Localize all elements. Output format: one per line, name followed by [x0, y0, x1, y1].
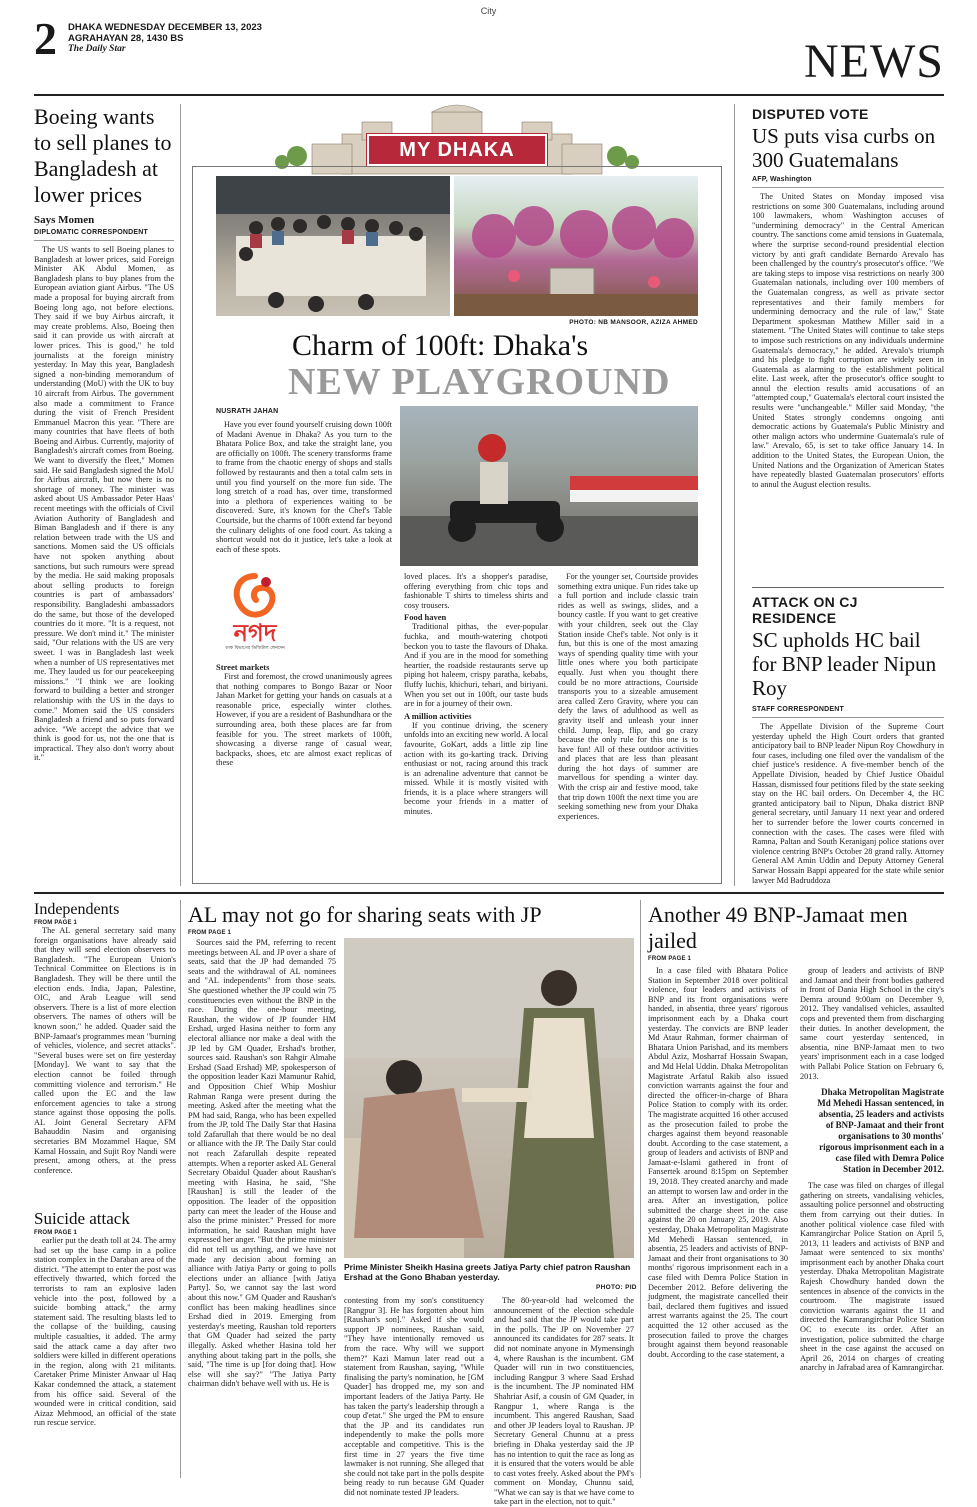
sponsor-wordmark: নগদ — [233, 619, 277, 647]
independents-headline: Independents — [34, 901, 120, 918]
bnp-pullquote: Dhaka Metropolitan Magistrate Md Mehedi Hassan sentenced, in absentia, 25 leaders and activists of BNP-Jamaat and their front organisations to 30 months' rigorous imprisonment each in a case filed with Demra Police Station in December 2012. — [817, 1087, 944, 1175]
photo-flower-garden-art — [454, 176, 698, 316]
photo-dining-group-art — [216, 176, 450, 316]
sc-article — [752, 594, 944, 926]
boeing-subhead: Says Momen — [34, 214, 95, 226]
visa-body: The United States on Monday imposed visa restrictions on some 300 Guatemalans, including around 100 lawmakers, whom Washington accuses of "undermining democracy" in the Central American country. The sanctions come amid tensions in Guatemala, where the surprise second-round presidential election victory by anti graft candidate Bernardo Arevalo has been challenged by the country's prosecutor's office. "We are taking steps to impose visa restrictions on nearly 300 Guatemalan nationals, including over 100 members of the Guatemalan congress, as well as private sector representatives and their family members for undermining democracy and the rule of law," State Department spokesman Matthew Miller said in a statement. "The United States will continue to take steps to impose such restrictions on any individuals undermine Guatemala's democracy," he added. Arevalo's triumph and his pledge to fight corruption are widely seen in Guatemala as alarming to the establishment political elite. Last week, after the prosecutor's office sought to annul the election results amid accusations of an "attempted coup," Guatemala's electoral court insisted the results were "unchangeable." Miller said Monday, "the United States strongly condemns ongoing anti democratic actions by Guatemala's Public Ministry and other malign actors who undermine Guatemala's rule of law." Arevalo, 65, is set to take office January 14. In addition to the United States, the European Union, the United Nations and the Organization of American States have repeatedly blasted Guatemalan prosecutors' efforts to annul the August election results. — [752, 192, 944, 489]
sc-headline: SC upholds HC bail for BNP leader Nipun Roy — [752, 628, 937, 700]
photo-gokart — [400, 406, 698, 566]
mydhaka-feature — [192, 104, 722, 884]
photo-hasina-raushan — [344, 938, 634, 1258]
mydhaka-sub-street-markets: Street markets — [216, 662, 270, 672]
mydhaka-col2 — [404, 572, 548, 874]
jp-col2: contesting from my son's constituency [Rangpur 3]. He has forgotten about him [Raushan's son]." Asked if she would support JP nominees, Raushan said, "They have intentionally removed us from the race. Why will we support them?" Kazi Mamun later read out a statement from Raushan, saying, "While finalising the party's nomination, he [GM Quader] has dropped me, my son and important leaders of the Jatiya Party. He has taken the party's leadership through a coup d'etat." She urged the PM to ensure that the JP and its candidates run independently to make the polls more acceptable and competitive. This is the first time in 27 years the five time lawmaker is not running. She alleged that she could not take part in the polls despite being ready to run because GM Quader did not nominate tested JP leaders. — [344, 1296, 484, 1497]
suicide-from: FROM PAGE 1 — [34, 1230, 78, 1236]
bnp-col2 — [800, 966, 944, 1478]
sc-byline: STAFF CORRESPONDENT — [752, 706, 844, 713]
dateline-bangla: AGRAHAYAN 28, 1430 BS — [68, 33, 184, 44]
photo-hasina-raushan-art — [344, 938, 634, 1258]
paper-name: The Daily Star — [68, 44, 126, 54]
mydhaka-sub-activities: A million activities — [404, 710, 472, 721]
photo-flower-garden — [454, 176, 698, 316]
photo-gokart-art — [400, 406, 698, 566]
independents-article — [34, 900, 176, 1222]
sc-body: The Appellate Division of the Supreme Court yesterday upheld the High Court orders that granted anticipatory bail to BNP leader Nipun Roy Chowdhury in four cases, including one filed over the vandalism of the chief justice's residence. A five-member bench of the Appellate Division, headed by Chief Justice Obaidul Hassan, dismissed four petitions filed by the state seeking stay on the HC bail orders. On December 4, the HC granted anticipatory bail to Nipun, Dhaka district BNP general secretary, until January 11 next year and ordered her to surrender before the lower courts concerned in connection with the cases. The cases were filed with Ramna, Paltan and South Keraniganj police stations over violence centring BNP's October 28 grand rally. Attorney General AM Amin Uddin and Deputy Attorney General Sarwar Hossain Bappi appeared for the state while senior lawyer Md Badruddoza — [752, 722, 944, 885]
boeing-body: The US wants to sell Boeing planes to Bangladesh at lower prices, said Foreign Minister AK Abdul Momen, as Bangladesh plans to buy planes from the European aviation giant Airbus. "The US made a proposal for buying aircraft from Boeing long ago, not before elections. They said if we buy Airbus aircraft, it may create problems. Also, Boeing then said it can provide us with aircraft at lower prices. This is good," he told journalists at the foreign ministry yesterday. In May this year, Bangladesh signed a non-binding memorandum of understanding (MoU) with the UK to buy 10 aircraft from Airbus. The government also made a commitment to France during the visit of French President Emmanuel Macron this year. "There are many countries that have fleets of both Boeing and Airbus. Currently, majority of Bangladesh's aircraft comes from Boeing. We want to diversify the fleet," Momen said. He said Bangladesh signed the MoU for Airbus aircraft, but now there is no shortage of money. The minister was asked about US Ambassador Peter Haas' recent meetings with the officials of Civil Aviation Authority of Bangladesh and Biman Bangladesh and if there is any relation between trade with the US and sanctions. Momen said the US officials have not spoken anything about sanctions, but such rumours were spread by the media. He said making proposals about selling products to foreign countries is part of ambassadors' responsibility. Bangladeshi ambassadors do the same, but those of the developed countries do it more. "It is a request, not pressure. We don't mind it." The minister said, "Our relations with the US are very sweet. I was in Bangladesh last week when a number of US representatives met me. They lauded us for our peacekeeping missions." "I think we are looking forward to building a better and stronger relationship with the US in the days to come." Momen said the US considers Bangladesh a friend and so puts forward advice. "We accept the advice that we think is good for us, not the one that is impractical. They also don't worry about it." — [34, 245, 174, 763]
visa-kicker: DISPUTED VOTE — [752, 106, 869, 122]
sponsor-logo — [216, 572, 294, 662]
visa-bottom-rule — [752, 587, 944, 588]
mydhaka-col2-intro: loved places. It's a shopper's paradise, offering everything from chic tops and fashionable T shirts to timeless shirts and cosy trousers. — [404, 572, 548, 610]
page-number: 2 — [34, 13, 57, 64]
section-tag: City — [480, 6, 497, 16]
jp-photo-credit: PHOTO: PID — [596, 1284, 637, 1291]
boeing-article — [34, 104, 174, 833]
suicide-article — [34, 1208, 176, 1491]
photo-dining-group — [216, 176, 450, 316]
mydhaka-activities-body: If you continue driving, the scenery unfolds into an exciting new world. A local favourite, GoKart, adds a little zip line action with its go-karting track. Driving enthusiast or not, racing around this track is an adrenaline adventure that cannot be missed. While it is mostly visited with friends, it is a place where strangers will become your friends in a matter of minutes. — [404, 720, 548, 817]
masthead-rule — [34, 94, 944, 96]
mydhaka-col1-intro: Have you ever found yourself cruising down 100ft of Madani Avenue in Dhaka? As you turn to the Bhatara Police Box, and take the straight lane, you are officially on 100ft. The scenery transforms frame to frame from the chaotic energy of shops and stalls followed by restaurants and then a total calm sets in until you find yourself on the more fun side. The long stretch of a road has, over time, transformed into a plethora of experiences waiting to be discovered. Sure, it's known for the Chef's Table Courtside, but the charms of 100ft extend far beyond the culinary delights of one food court. As taking a shortcut would not do it justice, let's take a look at each of these spots. — [216, 420, 392, 554]
mydhaka-col3: For the younger set, Courtside provides something extra unique. Fun rides take up a full portion and include classic train rides as well as swings, slides, and a bouncy castle. If you want to get creative with your children, seek out the Clay Station inside Chef's table. Not only is it fun, but this is one of the most amazing ways of spending quality time with your little ones where you both participate equally. Just when you thought there could be no more attractions, Courtside transports you to a sizeable amusement area called Zero Gravity, where you can defy the laws of adulthood as well as gravity itself and unleash your inner child. Jump, leap, flip, and go crazy because the only rule for this one is to have fun! All of these outdoor activities and places that are less than pleasant during the hot days of summer are marvellous for spending a winter day. With the crisp air and festive mood, take that trip down 100ft the next time you are seeking something new from your Dhaka experiences. — [558, 572, 698, 821]
column-divider — [734, 104, 735, 886]
independents-body: The AL general secretary said many foreign organisations have already said that they will send election observers to Bangladesh. "The European Union's Technical Committee on Elections is in Bangladesh. They will be there until the election ends. India, Japan, Palestine, OIC, and Arab League will send observers. There is a list of more election observers. The names of others will be known soon," he added. Quader said the BNP-Jamaat's programmes mean "burning of vehicles, violence, and secret attacks". "Several buses were set on fire yesterday [Monday]. We want to say that the election cannot be foiled through committing violence and terrorism." He called upon the EC and the law enforcement agencies to take a strong stance against those opposing the polls. AL Joint General Secretary AFM Bahauddin Nasim and organising secretaries BM Mozammel Haque, SM Kamal Hossain, and Sujit Roy Nandi were present, among others, at the press conference. — [34, 926, 176, 1175]
bnp-from: FROM PAGE 1 — [648, 956, 692, 962]
jp-col1: Sources said the PM, referring to recent meetings between AL and JP over a share of seats, said that the JP had demanded 75 seats and the withdrawal of AL nominees and "AL independents" from those seats. She questioned whether the JP could win 75 constituencies even without the BNP in the race. During the one-hour meeting, Raushan, the widow of JP founder HM Ershad, urged Hasina neither to form any electoral alliance nor make a deal with the JP led by GM Quader, Ershad's brother, sources said. Raushan's son Rahgir Almahe Ershad (Saad Ershad) MP, spokesperson of the opposition leader Kazi Mamunur Rahid, and Opposition Chief Whip Moshiur Rahman Ranga were present during the meeting. Asked after the meeting what the PM had said, Ranga, who has been expelled from the JP, told The Daily Star that Hasina told Zafarullah that there would be no deal or alliance with the JP. The Daily Star could not reach Zafarullah despite repeated attempts. When a reporter asked AL General Secretary Obaidul Quader about Raushan's meeting with Hasina, he said, "She [Raushan] is still the leader of the opposition. The leader of the opposition party can meet the leader of the House and also the prime minister." Pressed for more information, he said Raushan might have expressed her anger. "But the prime minister did not tell us anything, and we have not made any decision about forming an alliance with Jatiya Party or going to polls elections under an alliance [with Jatiya Party]. So, we cannot say the last word about this now." GM Quader and Raushan's conflict has been making headlines since Ershad died in 2019. Emerging from yesterday's meeting, Raushan told reporters that GM Quader had seized the party illegally. Asked whether Hasina told her anything about taking part in the polls, she said, "The time is up [for doing that]. How else will she say?" "The Jatiya Party chairman didn't behave well with us. He is — [188, 938, 336, 1389]
jp-headline: AL may not go for sharing seats with JP — [188, 902, 542, 927]
mydhaka-byline: NUSRATH JAHAN — [216, 408, 279, 415]
mydhaka-street-markets-body: First and foremost, the crowd unanimously agrees that nothing compares to Bongo Bazar or Noor Jahan Market for getting your hands on casuals at a reasonable price, especially winter clothes. However, if you are a resident of Bashundhara or the surrounding area, both these places are far from feasible for you. The street markets of 100ft, showcasing a diverse range of casual wear, backpacks, shoes, etc are almost exact replicas of these — [216, 672, 392, 768]
dateline — [68, 22, 262, 55]
visa-headline: US puts visa curbs on 300 Guatemalans — [752, 124, 936, 172]
lower-band-rule — [34, 892, 944, 894]
sponsor-tagline: ডাক বিভাগের ডিজিটাল লেনদেন — [225, 646, 285, 651]
suicide-body: earlier put the death toll at 24. The army had set up the base camp in a police station complex in the Daraban area of the district. "The attempt to enter the post was effectively thwarted, which forced the terrorists to ram an explosive laden vehicle into the post, followed by a suicide bombing attack," the army statement said. The resulting blasts led to the collapse of the building, causing multiple casualties, it added. The army said the attack came a day after two soldiers were killed in different operations in the region, along with 21 militants. Caretaker Prime Minister Anwaar ul Haq Kakar condemned the attack, a statement from his office said. Several of the wounded were in critical condition, said Aizaz Mehmood, an official of the state run rescue service. — [34, 1236, 176, 1428]
visa-article — [752, 106, 944, 582]
dateline-date: DHAKA WEDNESDAY DECEMBER 13, 2023 — [68, 22, 262, 33]
sc-kicker: ATTACK ON CJ RESIDENCE — [752, 594, 858, 626]
boeing-byline: DIPLOMATIC CORRESPONDENT — [34, 229, 148, 236]
jp-from: FROM PAGE 1 — [188, 930, 232, 936]
independents-from: FROM PAGE 1 — [34, 920, 78, 926]
mydhaka-food-body: Traditional pithas, the ever-popular fuchka, and mouth-watering chotpoti beckon you to taste the flavours of Dhaka. And if you are in the mood for something heartier, the roadside restaurants serve up piping hot haleem, crispy paratha, kebabs, fluffy luchis, khichuri, tehari, and biriyani. When you set out in 100ft, our taste buds are in for a journey of their own. — [404, 622, 548, 709]
visa-byline: AFP, Washington — [752, 176, 812, 183]
section-name: NEWS — [804, 35, 944, 88]
bnp-col1: In a case filed with Bhatara Police Station in September 2018 over political violence, four leaders and activists of BNP and its front organisations were handed, in absentia, three years' rigorous imprisonment each by a Dhaka court yesterday. The convicts are BNP leader Md Ataur Rahman, former chairman of Bhatara Union Parishad, and its members Abdul Aziz, Mosharraf Hossain Swapan, and Md Helal Uddin. Dhaka Metropolitan Magistrate Arfatul Rakib also issued conviction warrants against the four and directed the officer-in-charge of Bhara Police Station to comply with its order. The magistrate acquitted 16 other accused as the prosecution failed to probe the charges against them beyond reasonable doubt. According to the case statement, a group of leaders and activists of BNP and Jamaat-e-Islami gathered in front of Fansertek around 8:15pm on September 19, 2018. They created anarchy and made an attempt to worsen law and order in the area. After an investigation, police submitted the charge sheet in the case against the 20 on January 25, 2019. Also yesterday, Dhaka Metropolitan Magistrate Md Mehedi Hassan sentenced, in absentia, 25 leaders and activists of BNP-Jamaat and their front organisations to 30 months' rigorous imprisonment each in a case filed with Demra Police Station in December 2012. Before delivering the judgment, the magistrate cancelled their bail, declared them fugitives and issued arrest warrants against the 25. The court acquitted the 12 other accused as the prosecution failed to prove the charges brought against them beyond reasonable doubt. According to the case statement, a — [648, 966, 789, 1359]
column-divider — [180, 900, 181, 1478]
sponsor-logo-icon — [228, 572, 282, 620]
mydhaka-col1-lower — [216, 662, 392, 874]
suicide-headline: Suicide attack — [34, 1209, 130, 1228]
mydhaka-sub-food-haven: Food haven — [404, 612, 447, 623]
mydhaka-headline-2: NEW PLAYGROUND — [288, 361, 671, 403]
bnp-headline: Another 49 BNP-Jamaat men jailed — [648, 902, 908, 953]
boeing-headline: Boeing wants to sell planes to Bangladesh at lower prices — [34, 104, 172, 207]
jp-col3: The 80-year-old had welcomed the announcement of the election schedule and had said that the JP would take part in the polls. The JP on November 27 announced its candidates for 287 seats. It did not nominate anyone in Mymensingh 4, where Raushan is the incumbent. GM Quader will run in two constituencies, including Rangpur 3 where Saad Ershad is the incumbent. The JP nominated HM Shahriar Asif, a cousin of GM Quader, in Rangpur 1, where Ranga is the incumbent. This angered Raushan, Saad and other JP leaders loyal to Raushan. JP Secretary General Chunnu at a press briefing in Dhaka yesterday said the JP has no intention to quit the race as long as it is ensured that the voters would be able to cast votes freely. Asked about the PM's comment on Monday, Chunnu said, "What we can say is that we have come to take part in the election, not to quit." — [494, 1296, 635, 1507]
mydhaka-banner — [367, 134, 547, 166]
mydhaka-banner-label: MY DHAKA — [399, 138, 515, 161]
jp-photo-caption: Prime Minister Sheikh Hasina greets Jatiya Party chief patron Raushan Ershad at the Gono Bhaban yesterday. — [344, 1262, 631, 1282]
mydhaka-photo-credit: PHOTO: NB MANSOOR, AZIZA AHMED — [569, 319, 698, 326]
bnp-col2-top: group of leaders and activists of BNP and Jamaat and their front bodies gathered in front of Dania High School in the city's Demra around 9:00am on December 9, 2012. They vandalised vehicles, assaulted cops and prevented them from discharging their duties. In another development, the same court yesterday sentenced, in absentia, nine BNP-Jamaat men to two years' imprisonment each in a case lodged with Pallabi Police Station on February 6, 2013. — [800, 966, 944, 1081]
column-divider — [640, 900, 641, 1478]
bnp-col2-bottom: The case was filed on charges of illegal gathering on streets, vandalising vehicles, assaulting police personnel and obstructing them from carrying out their duties. In another political violence case filed with Kamrangirchar Police Station on April 5, 2013, 11 leaders and activists of BNP and Jamaat were sentenced to six months' imprisonment each by another Dhaka court yesterday. Dhaka Metropolitan Magistrate Rajesh Chowdhury handed down the sentences in absence of the convicts in the courtroom. The magistrate issued conviction warrants against the 11 and directed the Kamrangirchar Police Station OC to execute its order. After an investigation, police submitted the charge sheet in the case against the accused on April 26, 2014 on charges of creating anarchy in Jafrabad area of Kamrangirchar. — [800, 1181, 944, 1373]
mydhaka-headline-1: Charm of 100ft: Dhaka's — [292, 329, 589, 362]
column-divider — [180, 104, 181, 886]
